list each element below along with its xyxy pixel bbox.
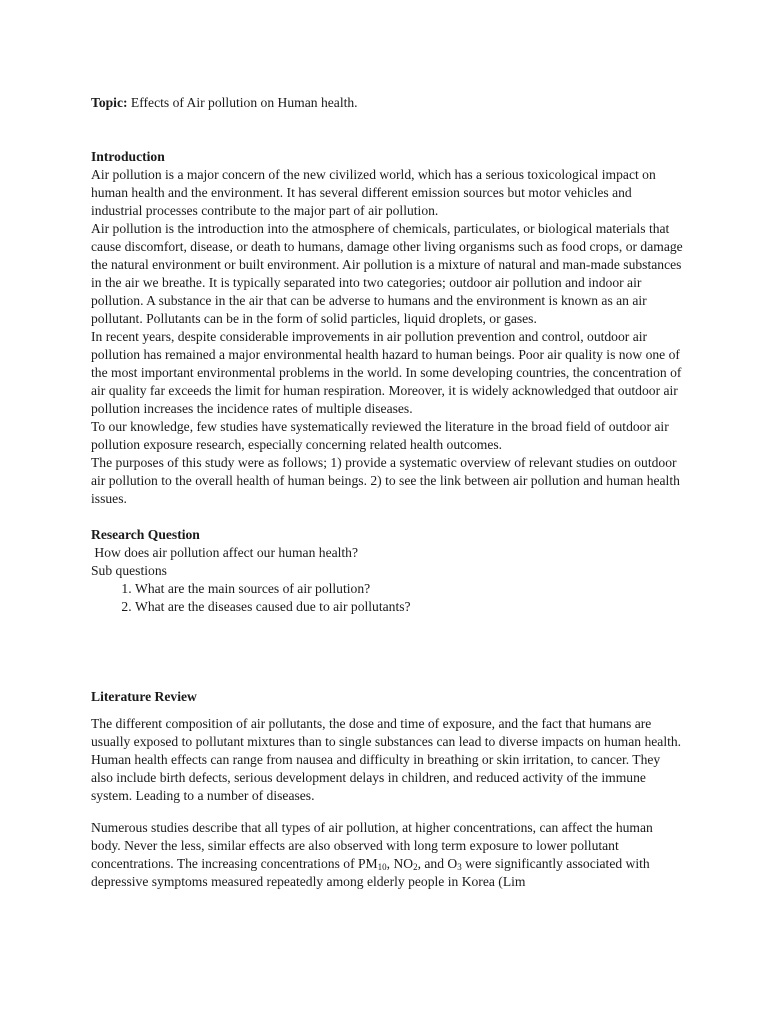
topic-line <box>91 94 683 112</box>
paragraph-text: , and O <box>417 856 458 871</box>
subscript: 2 <box>413 862 418 872</box>
research-question-heading: Research Question <box>91 527 200 542</box>
intro-paragraph: Air pollution is a major concern of the new civilized world, which has a serious toxicological impact on human health and the environment. It has several different emission sources but motor vehicles and industrial processes contribute to the major part of air pollution. <box>91 167 656 218</box>
research-question-text: How does air pollution affect our human health? <box>91 545 359 560</box>
intro-paragraph: To our knowledge, few studies have systematically reviewed the literature in the broad field of outdoor air pollution exposure research, especially concerning related health outcomes. <box>91 419 669 452</box>
literature-review-section <box>91 688 683 891</box>
list-item: 2. What are the diseases caused due to air pollutants? <box>135 598 683 616</box>
subscript: 10 <box>377 862 387 872</box>
introduction-section <box>91 148 683 508</box>
paragraph-text: Numerous studies describe that all types of air pollution, at higher concentrations, can affect the human body. Never the less, similar effects are also observed with long term exposure to lower pollutant concentrations. The increasing concentrations of PM <box>91 820 653 871</box>
research-question-section <box>91 526 683 616</box>
intro-paragraph: The purposes of this study were as follows; 1) provide a systematic overview of relevant studies on outdoor air pollution to the overall health of human beings. 2) to see the link between air pollution and human health issues. <box>91 455 680 506</box>
intro-paragraph: In recent years, despite considerable improvements in air pollution prevention and control, outdoor air pollution has remained a major environmental health hazard to human beings. Poor air quality is now one of the most important environmental problems in the world. In some developing countries, the concentration of air quality far exceeds the limit for human respiration. Moreover, it is widely acknowledged that outdoor air pollution increases the incidence rates of multiple diseases. <box>91 329 682 416</box>
literature-review-heading: Literature Review <box>91 689 197 704</box>
literature-paragraph: The different composition of air pollutants, the dose and time of exposure, and the fact that humans are usually exposed to pollutant mixtures than to single substances can lead to diverse impacts on human health. Human health effects can range from nausea and difficulty in breathing or skin irritation, to cancer. They also include birth defects, serious development delays in children, and reduced activity of the immune system. Leading to a number of diseases. <box>91 716 682 803</box>
list-item: 1. What are the main sources of air pollution? <box>135 580 683 598</box>
intro-paragraph: Air pollution is the introduction into the atmosphere of chemicals, particulates, or biological materials that cause discomfort, disease, or death to humans, damage other living organisms such as food crops, or damage the natural environment or built environment. Air pollution is a mixture of natural and man-made substances in the air we breathe. It is typically separated into two categories; outdoor air pollution and indoor air pollution. A substance in the air that can be adverse to humans and the environment is known as an air pollutant. Pollutants can be in the form of solid particles, liquid droplets, or gases. <box>91 221 683 326</box>
document-page <box>91 94 683 905</box>
introduction-heading: Introduction <box>91 149 165 164</box>
subscript: 3 <box>457 862 462 872</box>
literature-paragraph <box>91 819 683 891</box>
topic-text: Effects of Air pollution on Human health. <box>130 95 358 110</box>
topic-label: Topic: <box>91 95 128 110</box>
sub-questions-label: Sub questions <box>91 563 167 578</box>
sub-questions-list <box>91 580 683 616</box>
paragraph-text: , NO <box>386 856 414 871</box>
paragraph-text: were significantly associated with depressive symptoms measured repeatedly among elderly people in Korea (Lim <box>91 856 650 889</box>
